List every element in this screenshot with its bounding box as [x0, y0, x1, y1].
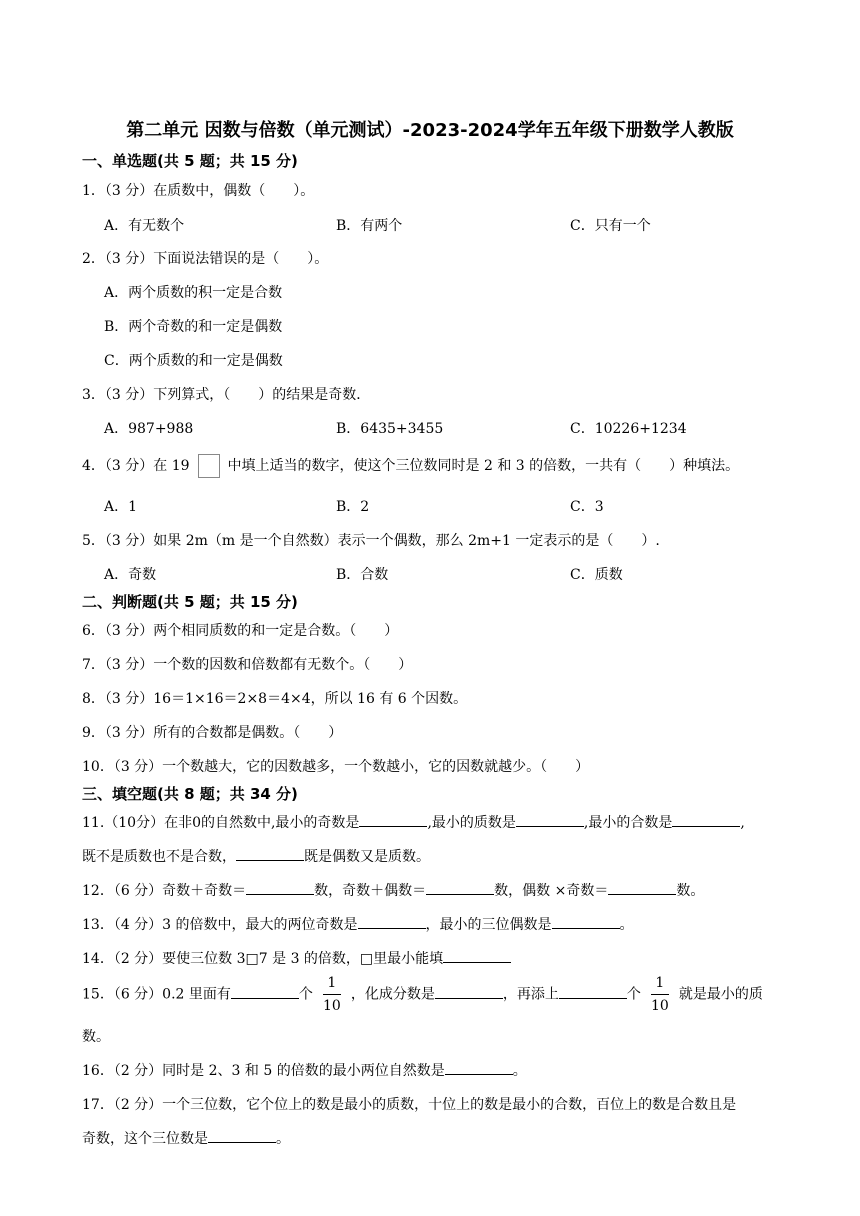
question-16: 16．（2 分）同时是 2、3 和 5 的倍数的最小两位自然数是 。 — [82, 1060, 527, 1080]
answer-blank[interactable] — [672, 812, 740, 827]
question-6: 6．（3 分）两个相同质数的和一定是合数。（ ） — [82, 623, 399, 639]
question-7: 7．（3 分）一个数的因数和倍数都有无数个。（ ） — [82, 657, 413, 673]
question-2: 2．（3 分）下面说法错误的是（ ）。 — [82, 251, 329, 267]
page-title: 第二单元 因数与倍数（单元测试）-2023-2024学年五年级下册数学人教版 — [126, 120, 734, 141]
question-17-line1: 17．（2 分）一个三位数，它个位上的数是最小的质数，十位上的数是最小的合数，百位上的数是合数且是 — [82, 1097, 737, 1113]
section-heading-fill-blank: 三、填空题(共 8 题；共 34 分) — [82, 785, 298, 803]
answer-blank[interactable] — [231, 984, 299, 999]
answer-blank[interactable] — [435, 984, 503, 999]
fraction-one-tenth: $\frac{1}{10}$ — [322, 975, 341, 1014]
question-11-line2: 既不是质数也不是合数， 既是偶数又是质数。 — [82, 846, 430, 866]
q3-option-a: A．987+988 — [104, 421, 194, 437]
q4-stem-start: 4．（3 分）在 19 — [82, 458, 190, 474]
question-15-line2: 数。 — [82, 1029, 110, 1045]
question-4 — [82, 454, 739, 478]
answer-blank[interactable] — [552, 914, 620, 929]
q4-stem-end: 中填上适当的数字，使这个三位数同时是 2 和 3 的倍数，一共有（ ）种填法。 — [227, 458, 740, 474]
fraction-one-tenth: $\frac{1}{10}$ — [650, 975, 669, 1014]
q4-option-a: A．1 — [104, 499, 138, 515]
q5-option-c: C．质数 — [570, 567, 623, 583]
q5-option-a: A．奇数 — [104, 567, 157, 583]
answer-blank[interactable] — [358, 914, 426, 929]
answer-blank[interactable] — [559, 984, 627, 999]
section-heading-true-false: 二、判断题(共 5 题；共 15 分) — [82, 593, 298, 611]
q1-option-b: B．有两个 — [336, 218, 403, 234]
answer-blank[interactable] — [608, 880, 676, 895]
q3-option-b: B．6435+3455 — [336, 421, 444, 437]
answer-blank[interactable] — [359, 812, 427, 827]
question-11-line1: 11.（10分）在非0的自然数中,最小的奇数是 ,最小的质数是 ,最小的合数是 , — [82, 812, 745, 832]
question-10: 10．（3 分）一个数越大，它的因数越多，一个数越小，它的因数就越少。（ ） — [82, 759, 590, 775]
question-5: 5．（3 分）如果 2m（m 是一个自然数）表示一个偶数，那么 2m+1 一定表示的是（ ）. — [82, 533, 660, 549]
q1-option-c: C．只有一个 — [570, 218, 651, 234]
answer-blank[interactable] — [443, 948, 511, 963]
section-heading-single-choice: 一、单选题(共 5 题；共 15 分) — [82, 152, 298, 170]
q2-option-a: A．两个质数的积一定是合数 — [104, 285, 283, 301]
question-12: 12．（6 分）奇数＋奇数＝ 数，奇数＋偶数＝ 数，偶数 ×奇数＝ 数。 — [82, 880, 704, 900]
q3-option-c: C．10226+1234 — [570, 421, 687, 437]
q4-option-c: C．3 — [570, 499, 604, 515]
question-14: 14．（2 分）要使三位数 3□7 是 3 的倍数，□里最小能填 — [82, 948, 511, 968]
question-15-line1: 15．（6 分）0.2 里面有 个 $\frac{1}{10}$ ，化成分数是 ，再添上 个 $\frac{1}{10}$ 就是最小的质 — [82, 975, 763, 1014]
question-3: 3．（3 分）下列算式，（ ）的结果是奇数． — [82, 387, 371, 403]
question-1: 1．（3 分）在质数中，偶数（ ）。 — [82, 183, 315, 199]
question-13: 13．（4 分）3 的倍数中，最大的两位奇数是 ，最小的三位偶数是 。 — [82, 914, 634, 934]
answer-blank[interactable] — [426, 880, 494, 895]
answer-blank[interactable] — [516, 812, 584, 827]
question-8: 8．（3 分）16＝1×16＝2×8＝4×4，所以 16 有 6 个因数。 — [82, 691, 468, 707]
answer-blank[interactable] — [246, 880, 314, 895]
question-17-line2: 奇数，这个三位数是 。 — [82, 1128, 290, 1148]
q2-option-c: C．两个质数的和一定是偶数 — [104, 353, 283, 369]
q5-option-b: B．合数 — [336, 567, 389, 583]
q2-option-b: B．两个奇数的和一定是偶数 — [104, 319, 283, 335]
q1-option-a: A．有无数个 — [104, 218, 185, 234]
q4-option-b: B．2 — [336, 499, 370, 515]
answer-blank[interactable] — [445, 1060, 513, 1075]
answer-blank[interactable] — [236, 846, 304, 861]
answer-blank[interactable] — [208, 1128, 276, 1143]
empty-box-icon — [198, 454, 220, 478]
question-9: 9．（3 分）所有的合数都是偶数。（ ） — [82, 725, 343, 741]
